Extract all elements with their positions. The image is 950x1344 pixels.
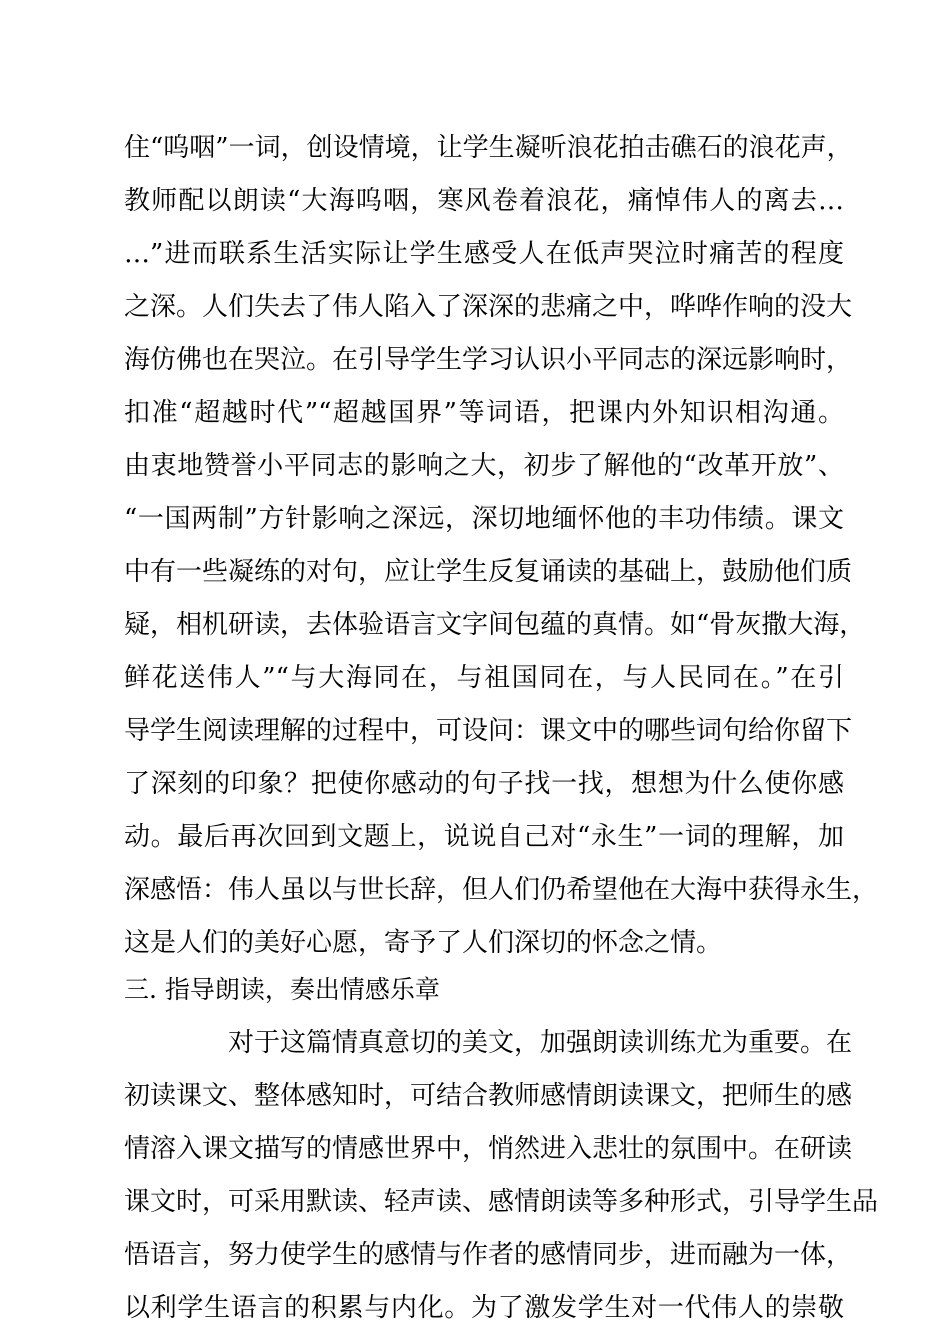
text-line: 以利学生语言的积累与内化。为了激发学生对一代伟人的崇敬 xyxy=(124,1293,844,1323)
text-line: 深感悟：伟人虽以与世长辞，但人们仍希望他在大海中获得永生， xyxy=(124,875,879,905)
text-line: 悟语言，努力使学生的感情与作者的感情同步，进而融为一体， xyxy=(124,1240,853,1270)
text-line: 由衷地赞誉小平同志的影响之大，初步了解他的“改革开放”、 xyxy=(124,451,844,481)
text-line: …”进而联系生活实际让学生感受人在低声哭泣时痛苦的程度 xyxy=(124,239,844,269)
text-line: 情溶入课文描写的情感世界中，悄然进入悲壮的氛围中。在研读 xyxy=(124,1134,853,1164)
section-heading: 三. 指导朗读，奏出情感乐章 xyxy=(124,975,440,1004)
text-line: 之深。人们失去了伟人陷入了深深的悲痛之中，哗哗作响的没大 xyxy=(124,292,853,322)
text-line: 对于这篇情真意切的美文，加强朗读训练尤为重要。在 xyxy=(228,1028,853,1058)
text-line: 鲜花送伟人”“与大海同在，与祖国同在，与人民同在。”在引 xyxy=(124,663,844,693)
text-line: 这是人们的美好心愿，寄予了人们深切的怀念之情。 xyxy=(124,928,723,958)
text-line: 导学生阅读理解的过程中，可设问：课文中的哪些词句给你留下 xyxy=(124,716,853,746)
text-line: 教师配以朗读“大海呜咽，寒风卷着浪花，痛悼伟人的离去… xyxy=(124,186,844,216)
text-line: 课文时，可采用默读、轻声读、感情朗读等多种形式，引导学生品 xyxy=(124,1187,879,1217)
text-line: 动。最后再次回到文题上，说说自己对“永生”一词的理解，加 xyxy=(124,822,844,852)
text-line: 海仿佛也在哭泣。在引导学生学习认识小平同志的深远影响时， xyxy=(124,345,853,375)
text-line: 初读课文、整体感知时，可结合教师感情朗读课文，把师生的感 xyxy=(124,1081,853,1111)
text-line: 疑，相机研读，去体验语言文字间包蕴的真情。如“骨灰撒大海， xyxy=(124,610,866,640)
text-line: 扣准“超越时代”“超越国界”等词语，把课内外知识相沟通。 xyxy=(124,398,844,428)
text-line: 了深刻的印象？把使你感动的句子找一找，想想为什么使你感 xyxy=(124,769,844,799)
text-line: 中有一些凝练的对句，应让学生反复诵读的基础上，鼓励他们质 xyxy=(124,557,853,587)
text-line: “一国两制”方针影响之深远，深切地缅怀他的丰功伟绩。课文 xyxy=(124,504,844,534)
text-line: 住“呜咽”一词，创设情境，让学生凝听浪花拍击礁石的浪花声， xyxy=(124,133,853,163)
